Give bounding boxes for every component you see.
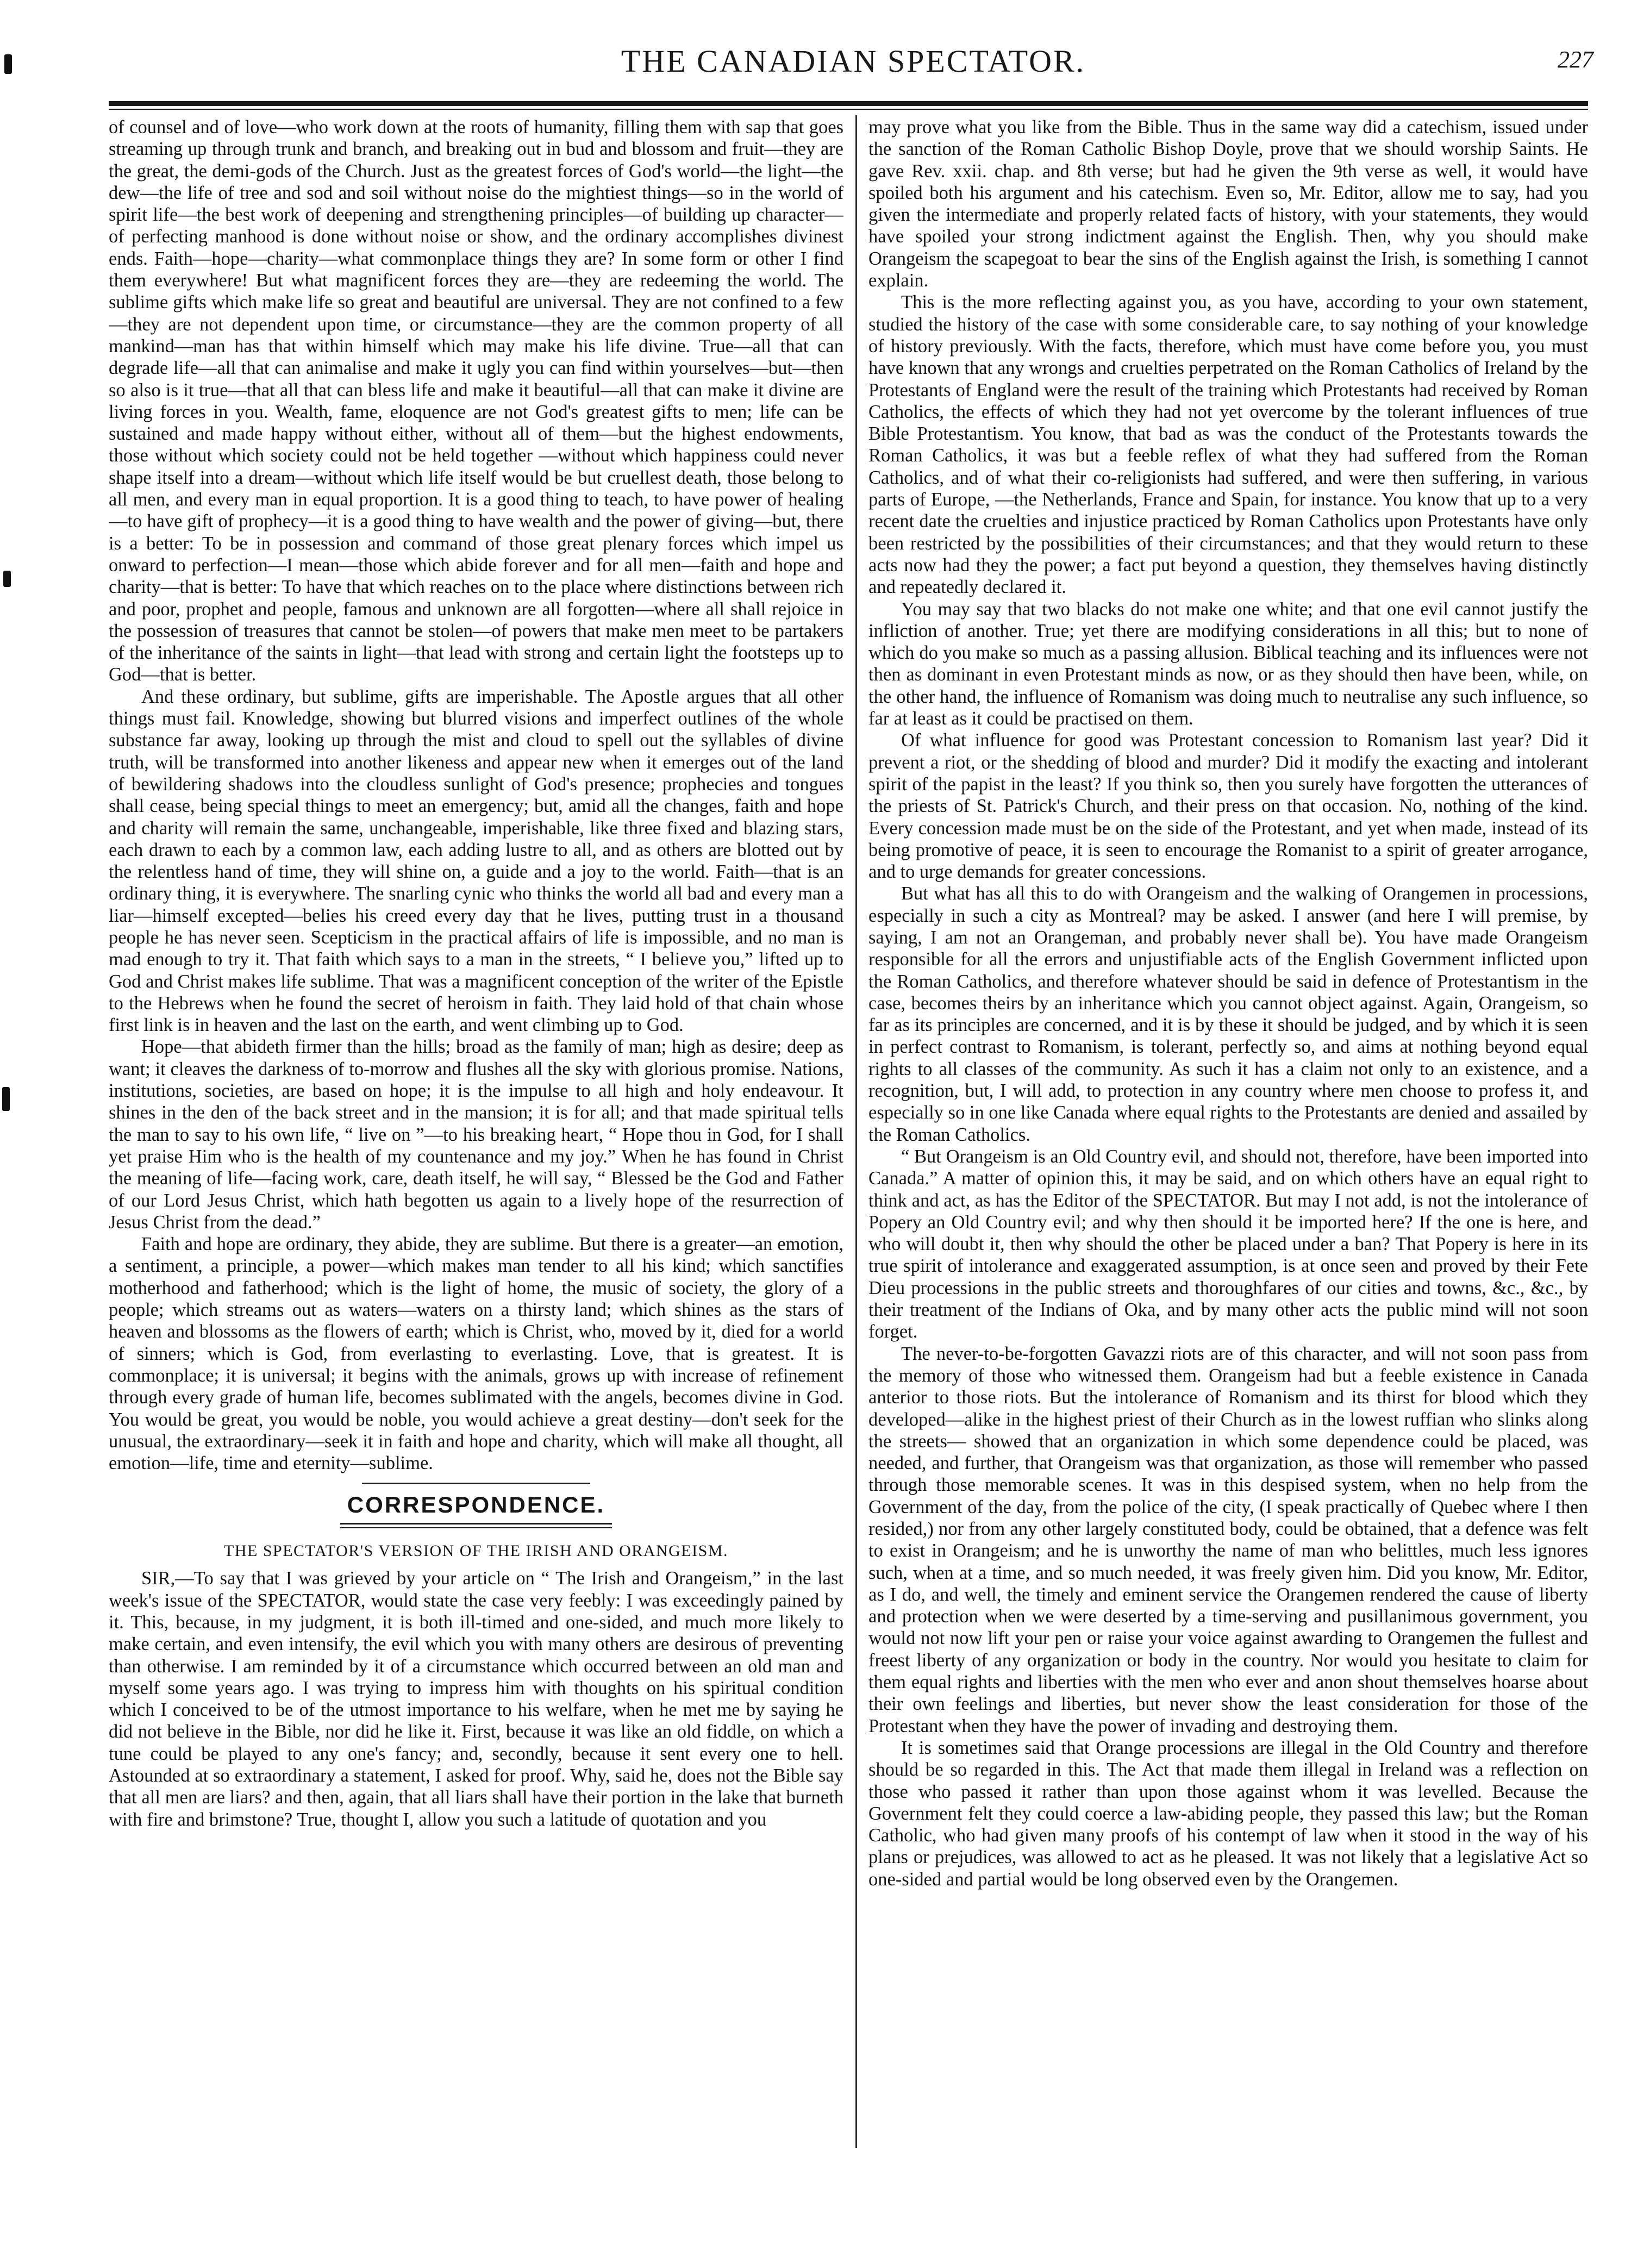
- letter-paragraph: SIR,—To say that I was grieved by your article on “ The Irish and Orangeism,” in the last week's issue of the SPECTATOR, would state the case very feebly: I was exceedingly pained by it. This, because, in my judgment, it is both ill-timed and one-sided, and much more likely to make certain, and even intensify, the evil which you with many others are desirous of preventing than otherwise. I am reminded by it of a circumstance which occurred between an old man and myself some years ago. I was trying to impress him with thoughts on his spiritual condition which I conceived to be of the utmost importance to his welfare, when he met me by saying he did not believe in the Bible, nor did he like it. First, because it was like an old fiddle, on which a tune could be played to any one's fancy; and, secondly, because it sent every one to hell. Astounded at so extraordinary a statement, I asked for proof. Why, said he, does not the Bible say that all men are liars? and then, again, that all liars shall have their portion in the lake that burneth with fire and brimstone? True, thought I, allow you such a latitude of quotation and you: [109, 1568, 843, 1830]
- letter-paragraph: This is the more reflecting against you, as you have, according to your own statement, studied the history of the case with some considerable care, to say nothing of your knowledge of history previously. With the facts, therefore, which must have come before you, you must have known that any wrongs and cruelties perpetrated on the Roman Catholics of Ireland by the Protestants of England were the result of the training which Protestants had received by Roman Catholics, the effects of which they had not yet overcome by the tolerant influences of true Bible Protestantism. You know, that bad as was the conduct of the Protestants towards the Roman Catholics, it was but a feeble reflex of what they had suffered from the Roman Catholics, and of what their co-religionists had suffered, and were then suffering, in various parts of Europe, —the Netherlands, France and Spain, for instance. You know that up to a very recent date the cruelties and injustice practiced by Roman Catholics upon Protestants have only been restricted by the possibilities of their circumstances; and that they would return to these acts now had they the power; a fact put beyond a question, they themselves having distinctly and repeatedly declared it.: [868, 292, 1588, 598]
- letter-paragraph: Of what influence for good was Protestant concession to Romanism last year? Did it prevent a riot, or the shedding of blood and murder? Did it modify the exacting and intolerant spirit of the papist in the least? If you think so, then you surely have forgotten the utterances of the priests of St. Patrick's Church, and their press on that occasion. No, nothing of the kind. Every concession made must be on the side of the Protestant, and yet when made, instead of its being promotive of peace, it is seen to encourage the Romanist to a spirit of greater arrogance, and to urge demands for greater concessions.: [868, 730, 1588, 883]
- margin-ink-mark: [2, 1087, 10, 1111]
- section-divider: [362, 1483, 590, 1484]
- column-divider: [855, 115, 857, 2148]
- letter-paragraph: The never-to-be-forgotten Gavazzi riots are of this character, and will not soon pass from the memory of those who witnessed them. Orangeism had but a feeble existence in Canada anterior to those riots. But the intolerance of Romanism and its thirst for blood which they developed—alike in the highest priest of their Church as in the lowest ruffian who slinks along the streets— showed that an organization in which some dependence could be placed, was needed, and further, that Orangeism was that organization, as those will remember who passed through those memorable scenes. It was in this despised system, when no help from the Government of the day, from the police of the city, (I speak practically of Quebec where I then resided,) nor from any other largely constituted body, could be obtained, that a defence was felt to exist in Orangeism; and he is unworthy the name of man who belittles, much less ignores such, when at a time, and so much needed, it was freely given him. Did you know, Mr. Editor, as I do, and well, the timely and eminent service the Orangemen rendered the cause of liberty and protection when we were deserted by a time-serving and pusillanimous government, you would not now lift your pen or raise your voice against awarding to Orangemen the fullest and freest liberty of any organization or body in the country. Nor would you hesitate to claim for them equal rights and liberties with the men who ever and anon shout themselves hoarse about their own feelings and liberties, but never show the least consideration for those of the Protestant when they have the power of invading and destroying them.: [868, 1343, 1588, 1736]
- letter-title: THE SPECTATOR'S VERSION OF THE IRISH AND ORANGEISM.: [224, 1542, 728, 1560]
- letter-paragraph: may prove what you like from the Bible. Thus in the same way did a catechism, issued under the sanction of the Roman Catholic Bishop Doyle, prove that we should worship Saints. He gave Rev. xxii. chap. and 8th verse; but had he given the 9th verse as well, it would have spoiled both his argument and his catechism. Even so, Mr. Editor, allow me to say, had you given the intermediate and properly related facts of history, with your statements, they would have spoiled your strong indictment against the English. Then, why you should make Orangeism the scapegoat to bear the sins of the English against the Irish, is something I cannot explain.: [868, 117, 1588, 291]
- header-rule-thick: [109, 101, 1588, 106]
- heading-rule: [340, 1527, 612, 1528]
- letter-paragraph: But what has all this to do with Orangeism and the walking of Orangemen in processions, especially in such a city as Montreal? may be asked. I answer (and here I will premise, by saying, I am not an Orangeman, and probably never shall be). You have made Orangeism responsible for all the errors and unjustifiable acts of the English Government inflicted upon the Roman Catholics, and therefore whatever should be said in defence of Protestantism in the case, becomes theirs by an inheritance which you cannot object against. Again, Orangeism, so far as its principles are concerned, and it is by these it should be judged, and by which it is seen in perfect contrast to Romanism, is tolerant, perfectly so, and aims at nothing beyond equal rights to all classes of the community. As such it has a claim not only to an existence, and a recognition, but, I will add, to protection in any country where men choose to profess it, and especially so in one like Canada where equal rights to the Protestants are denied and assailed by the Roman Catholics.: [868, 883, 1588, 1145]
- right-column: [868, 116, 1588, 2151]
- article-paragraph: of counsel and of love—who work down at the roots of humanity, filling them with sap that goes streaming up through trunk and branch, and breaking out in bud and blossom and fruit—they are the great, the demi-gods of the Church. Just as the greatest forces of God's world—the light—the dew—the life of tree and sod and soil without noise do the mightiest things—so in the world of spirit life—the best work of deepening and strengthening principles—of building up character—of perfecting manhood is done without noise or show, and the ordinary accomplishes divinest ends. Faith—hope—charity—what commonplace things they are? In some form or other I find them everywhere! But what magnificent forces they are—they are redeeming the world. The sublime gifts which make life so great and beautiful are universal. They are not confined to a few—they are not dependent upon time, or circumstance—they are the common property of all mankind—man has that within himself which may make his life divine. True—all that can degrade life—all that can animalise and make it ugly you can find within yourselves—but—then so also is it true—that all that can bless life and make it beautiful—all that can make it divine are living forces in you. Wealth, fame, eloquence are not God's greatest gifts to men; life can be sustained and made happy without either, without all of them—but the highest endowments, those without which society could not be held together —without which happiness could never shape itself into a dream—without which life itself would be but cruellest death, those belong to all men, and every man in equal proportion. It is a good thing to teach, to have power of healing—to have gift of prophecy—it is a good thing to have wealth and the power of giving—but, there is a better: To be in possession and command of those great plenary forces which impel us onward to perfection—I mean—those which abide forever and for all men—faith and hope and charity—that is better: To have that which reaches on to the place where distinctions between rich and poor, prophet and people, famous and unknown are all forgotten—where all shall rejoice in the possession of treasures that cannot be stolen—of powers that make men meet to be partakers of the inheritance of the saints in light—that lead with strong and certain light the footsteps up to God—that is better.: [109, 117, 843, 685]
- article-paragraph: Faith and hope are ordinary, they abide, they are sublime. But there is a greater—an emotion, a sentiment, a principle, a power—which makes man tender to all his kind; which sanctifies motherhood and fatherhood; which is the light of home, the music of society, the glory of a people; which streams out as waters—waters on a thirsty land; which shines as the stars of heaven and blossoms as the flowers of earth; which is Christ, who, moved by it, died for a world of sinners; which is God, from everlasting to everlasting. Love, that is greatest. It is commonplace; it is universal; it begins with the animals, grows up with increase of refinement through every grade of human life, becomes sublimated with the angels, becomes divine in God. You would be great, you would be noble, you would achieve a great destiny—don't seek for the unusual, the extraordinary—seek it in faith and hope and charity, which will make all thought, all emotion—life, time and eternity—sublime.: [109, 1234, 843, 1474]
- section-heading: CORRESPONDENCE.: [347, 1492, 605, 1518]
- letter-paragraph: It is sometimes said that Orange processions are illegal in the Old Country and therefore should be so regarded in this. The Act that made them illegal in Ireland was a reflection on those who passed it rather than upon those against whom it was levelled. Because the Government felt they could coerce a law-abiding people, they passed this law; but the Roman Catholic, who had given many proofs of his contempt of law when it stood in the way of his plans or prejudices, was allowed to act as he pleased. It was not likely that a legislative Act so one-sided and partial would be long observed even by the Orangemen.: [868, 1737, 1588, 1890]
- margin-ink-mark: [4, 54, 12, 74]
- heading-rule: [340, 1523, 612, 1525]
- letter-paragraph: “ But Orangeism is an Old Country evil, and should not, therefore, have been imported into Canada.” A matter of opinion this, it may be said, and on which others have an equal right to think and act, as has the Editor of the SPECTATOR. But may I not add, is not the intolerance of Popery an Old Country evil; and why then should it be imported here? If the one is here, and who will doubt it, then why should the other be placed under a ban? That Popery is here in its true spirit of intolerance and exaggerated assumption, is at once seen and proved by their Fete Dieu processions in the public streets and thoroughfares of our cities and towns, &c., &c., by their treatment of the Indians of Oka, and by many other acts the public mind will not soon forget.: [868, 1146, 1588, 1342]
- letter-paragraph: You may say that two blacks do not make one white; and that one evil cannot justify the infliction of another. True; yet there are modifying considerations in all this; but to none of which do you make so much as a passing allusion. Biblical teaching and its influences were not then as dominant in even Protestant minds as now, or as they should then have been, while, on the other hand, the influence of Romanism was doing much to neutralise any such influence, so far at least as it could be practised on them.: [868, 598, 1588, 729]
- article-paragraph: Hope—that abideth firmer than the hills; broad as the family of man; high as desire; deep as want; it cleaves the darkness of to-morrow and flushes all the sky with glorious promise. Nations, institutions, societies, are based on hope; it is the impulse to all high and holy endeavour. It shines in the den of the back street and in the mansion; it is for all; and that made spiritual tells the man to say to his own life, “ live on ”—to his breaking heart, “ Hope thou in God, for I shall yet praise Him who is the health of my countenance and my joy.” When he has found in Christ the meaning of life—facing work, care, death itself, he will say, “ Blessed be the God and Father of our Lord Jesus Christ, which hath begotten us again to a lively hope of the resurrection of Jesus Christ from the dead.”: [109, 1036, 843, 1233]
- running-title: THE CANADIAN SPECTATOR.: [621, 43, 1086, 79]
- margin-ink-mark: [3, 571, 11, 587]
- header-rule-thin: [109, 109, 1588, 110]
- article-paragraph: And these ordinary, but sublime, gifts are imperishable. The Apostle argues that all other things must fail. Knowledge, showing but blurred visions and imperfect outlines of the whole substance far away, looking up through the mist and cloud to spell out the syllables of divine truth, will be transformed into another likeness and appear new when it emerges out of the land of bewildering shadows into the cloudless sunlight of God's presence; prophecies and tongues shall cease, being special things to meet an emergency; but, amid all the changes, faith and hope and charity will remain the same, unchangeable, imperishable, like three fixed and blazing stars, each drawn to each by a common law, each adding lustre to all, and as others are blotted out by the relentless hand of time, they will shine on, a guide and a joy to the world. Faith—that is an ordinary thing, it is everywhere. The snarling cynic who thinks the world all bad and every man a liar—himself excepted—belies his creed every day that he lives, putting trust in a thousand people he has never seen. Scepticism in the practical affairs of life is impossible, and no man is mad enough to try it. That faith which says to a man in the streets, “ I believe you,” lifted up to God and Christ makes life sublime. That was a magnificent conception of the writer of the Epistle to the Hebrews when he found the secret of heroism in faith. They laid hold of that chain whose first link is in heaven and the last on the earth, and went climbing up to God.: [109, 686, 843, 1036]
- left-column: [109, 116, 843, 2151]
- page-number: 227: [1558, 46, 1593, 73]
